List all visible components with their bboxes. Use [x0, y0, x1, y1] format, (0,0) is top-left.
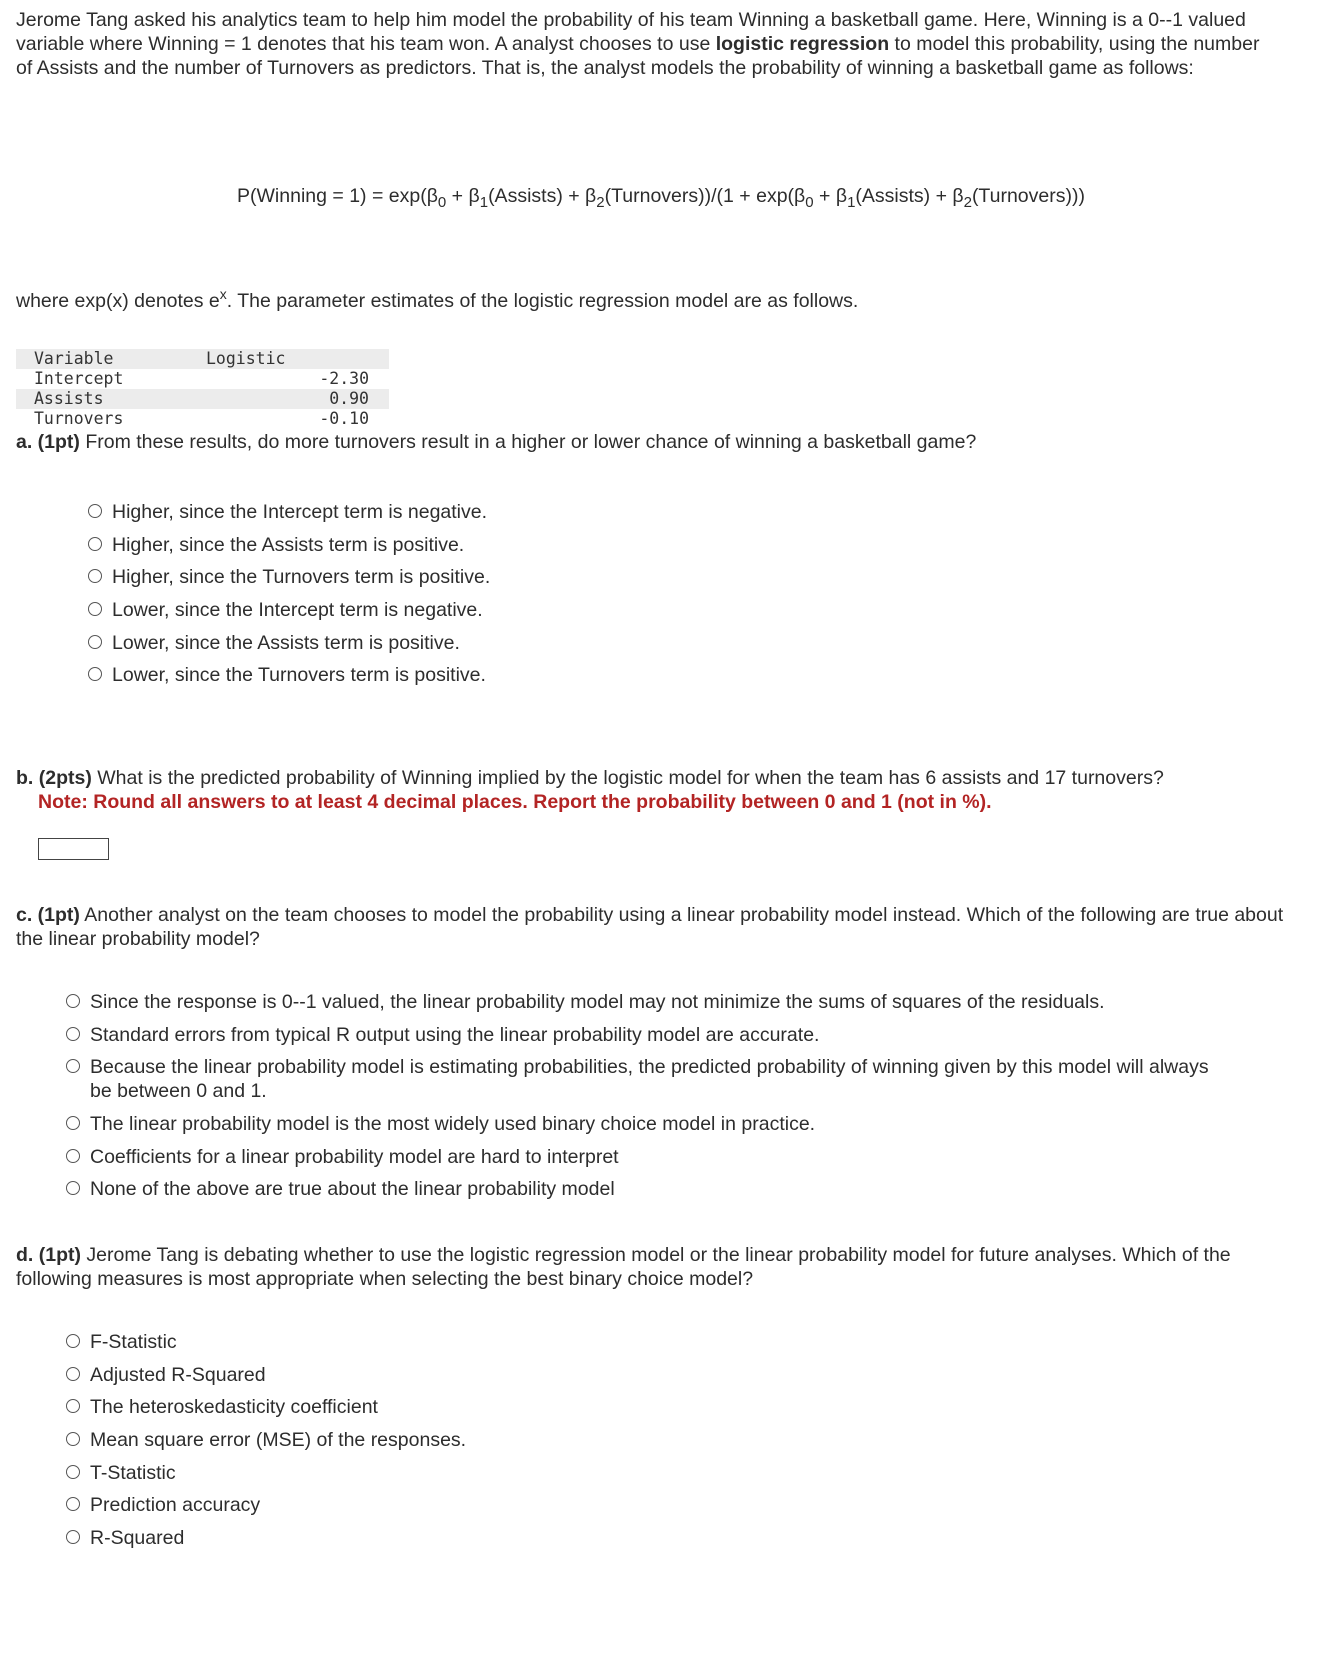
radio-option[interactable]	[66, 1145, 1216, 1169]
radio-button[interactable]	[66, 1181, 80, 1195]
formula-subscript: 1	[479, 194, 489, 211]
question-b-label: b. (2pts)	[16, 767, 92, 789]
formula-subscript: 0	[805, 194, 814, 211]
question-c-text: Another analyst on the team chooses to model the probability using a linear probability model instead. Which of the following are true about the linear probability model?	[16, 904, 1284, 950]
option-label: Lower, since the Turnovers term is positive.	[112, 664, 486, 687]
table-row	[16, 389, 389, 409]
table-row	[16, 409, 389, 429]
table-cell: -2.30	[319, 369, 369, 388]
radio-option[interactable]	[66, 1526, 466, 1550]
option-label: Higher, since the Turnovers term is positive.	[112, 566, 491, 589]
radio-option[interactable]	[66, 1493, 466, 1517]
radio-button[interactable]	[88, 504, 102, 518]
question-c-label: c. (1pt)	[16, 904, 80, 926]
question-d-label: d. (1pt)	[16, 1244, 81, 1266]
radio-button[interactable]	[66, 1116, 80, 1130]
question-b-note: Note: Round all answers to at least 4 decimal places. Report the probability between 0 and 1 (not in %).	[38, 791, 992, 813]
radio-option[interactable]	[88, 500, 490, 524]
option-label: R-Squared	[90, 1527, 185, 1550]
radio-option[interactable]	[66, 1363, 466, 1387]
formula-part: (Turnovers))/(1 + exp(β	[604, 185, 806, 207]
radio-option[interactable]	[66, 1461, 466, 1485]
intro-text-1: Jerome Tang asked his analytics team to help him model the probability of his team Winning a basketball game. Here, Winning is a 0--1 valued variable where Winning = 1 denotes that his team won. A analyst chooses to use	[16, 9, 1246, 55]
radio-button[interactable]	[88, 569, 102, 583]
radio-button[interactable]	[88, 667, 102, 681]
radio-option[interactable]	[66, 1055, 1216, 1103]
radio-button[interactable]	[66, 1465, 80, 1479]
radio-option[interactable]	[88, 565, 490, 589]
question-d	[16, 1243, 1286, 1291]
radio-button[interactable]	[66, 1399, 80, 1413]
formula-subscript: 0	[437, 194, 447, 211]
table-cell: Assists	[16, 389, 206, 409]
option-label: Because the linear probability model is estimating probabilities, the predicted probability of winning given by this model will always be between 0 and 1.	[90, 1056, 1209, 1103]
formula-subscript: 1	[847, 194, 856, 211]
table-row	[16, 369, 389, 389]
table-header: Logistic	[206, 349, 389, 369]
intro-paragraph	[16, 8, 1276, 80]
exp-definition	[16, 282, 1276, 313]
table-cell: Intercept	[34, 369, 124, 388]
radio-option[interactable]	[66, 1428, 466, 1452]
radio-button[interactable]	[66, 1530, 80, 1544]
radio-option[interactable]	[88, 631, 490, 655]
where-text-post: . The parameter estimates of the logistic regression model are as follows.	[226, 290, 859, 312]
radio-button[interactable]	[88, 537, 102, 551]
option-label: None of the above are true about the linear probability model	[90, 1178, 615, 1201]
radio-button[interactable]	[88, 635, 102, 649]
question-b-text: What is the predicted probability of Winning implied by the logistic model for when the team has 6 assists and 17 turnovers?	[91, 767, 1164, 789]
radio-button[interactable]	[66, 1027, 80, 1041]
option-label: Standard errors from typical R output using the linear probability model are accurate.	[90, 1023, 820, 1046]
formula-part: + β	[446, 185, 480, 207]
formula-part: (Turnovers)))	[971, 185, 1085, 207]
radio-button[interactable]	[66, 1149, 80, 1163]
option-label: Since the response is 0--1 valued, the linear probability model may not minimize the sums of squares of the residuals.	[90, 991, 1105, 1013]
parameter-table	[16, 349, 389, 429]
table-cell: -0.10	[319, 409, 369, 428]
option-label: Lower, since the Assists term is positive.	[112, 631, 460, 654]
option-label: F-Statistic	[90, 1331, 177, 1353]
formula-part: P(Winning = 1) = exp(β	[237, 185, 438, 207]
option-label: Coefficients for a linear probability model are hard to interpret	[90, 1145, 619, 1168]
option-label: The linear probability model is the most widely used binary choice model in practice.	[90, 1113, 816, 1136]
probability-answer-input[interactable]	[38, 838, 109, 860]
question-a-options	[88, 500, 490, 696]
option-label: Mean square error (MSE) of the responses.	[90, 1429, 467, 1452]
question-c	[16, 903, 1286, 951]
radio-option[interactable]	[66, 1330, 466, 1354]
formula-part: + β	[813, 185, 848, 207]
question-a-text: From these results, do more turnovers result in a higher or lower chance of winning a basketball game?	[79, 431, 977, 453]
radio-button[interactable]	[88, 602, 102, 616]
radio-option[interactable]	[66, 1112, 1216, 1136]
radio-option[interactable]	[88, 663, 490, 687]
radio-option[interactable]	[66, 1023, 1216, 1047]
intro-text-2: to model this probability, using the number of Assists and the number of Turnovers as predictors. That is, the analyst models the probability of winning a basketball game as follows:	[16, 33, 1260, 79]
question-d-text: Jerome Tang is debating whether to use the logistic regression model or the linear probability model for future analyses. Which of the following measures is most appropriate when selecting the best binary choice model?	[16, 1244, 1231, 1290]
radio-button[interactable]	[66, 1432, 80, 1446]
question-a	[16, 430, 1286, 454]
formula-part: (Assists) + β	[488, 185, 597, 207]
where-text: where exp(x) denotes e	[16, 290, 220, 312]
formula-subscript: 2	[596, 194, 605, 211]
option-label: Lower, since the Intercept term is negative.	[112, 599, 483, 622]
option-label: T-Statistic	[90, 1461, 176, 1484]
radio-button[interactable]	[66, 1367, 80, 1381]
option-label: The heteroskedasticity coefficient	[90, 1396, 378, 1419]
radio-button[interactable]	[66, 1497, 80, 1511]
radio-button[interactable]	[66, 1059, 80, 1073]
option-label: Prediction accuracy	[90, 1494, 261, 1517]
question-a-label: a. (1pt)	[16, 431, 80, 453]
where-superscript: x	[219, 286, 227, 302]
radio-option[interactable]	[66, 990, 1216, 1014]
radio-option[interactable]	[66, 1177, 1216, 1201]
intro-bold-term: logistic regression	[715, 33, 890, 55]
formula-subscript: 2	[963, 194, 972, 211]
option-label: Higher, since the Intercept term is negative.	[112, 501, 488, 523]
table-header-row	[16, 349, 389, 369]
radio-button[interactable]	[66, 1334, 80, 1348]
option-label: Adjusted R-Squared	[90, 1363, 266, 1386]
logistic-formula	[0, 184, 1322, 215]
table-header: Variable	[16, 349, 206, 369]
radio-option[interactable]	[88, 598, 490, 622]
question-b	[16, 766, 1286, 814]
question-c-options	[66, 990, 1216, 1210]
table-cell: Turnovers	[34, 409, 124, 428]
radio-option[interactable]	[88, 533, 490, 557]
radio-option[interactable]	[66, 1395, 466, 1419]
formula-part: (Assists) + β	[855, 185, 964, 207]
radio-button[interactable]	[66, 994, 80, 1008]
option-label: Higher, since the Assists term is positive.	[112, 533, 465, 556]
table-cell: 0.90	[206, 389, 389, 409]
question-d-options	[66, 1330, 466, 1559]
